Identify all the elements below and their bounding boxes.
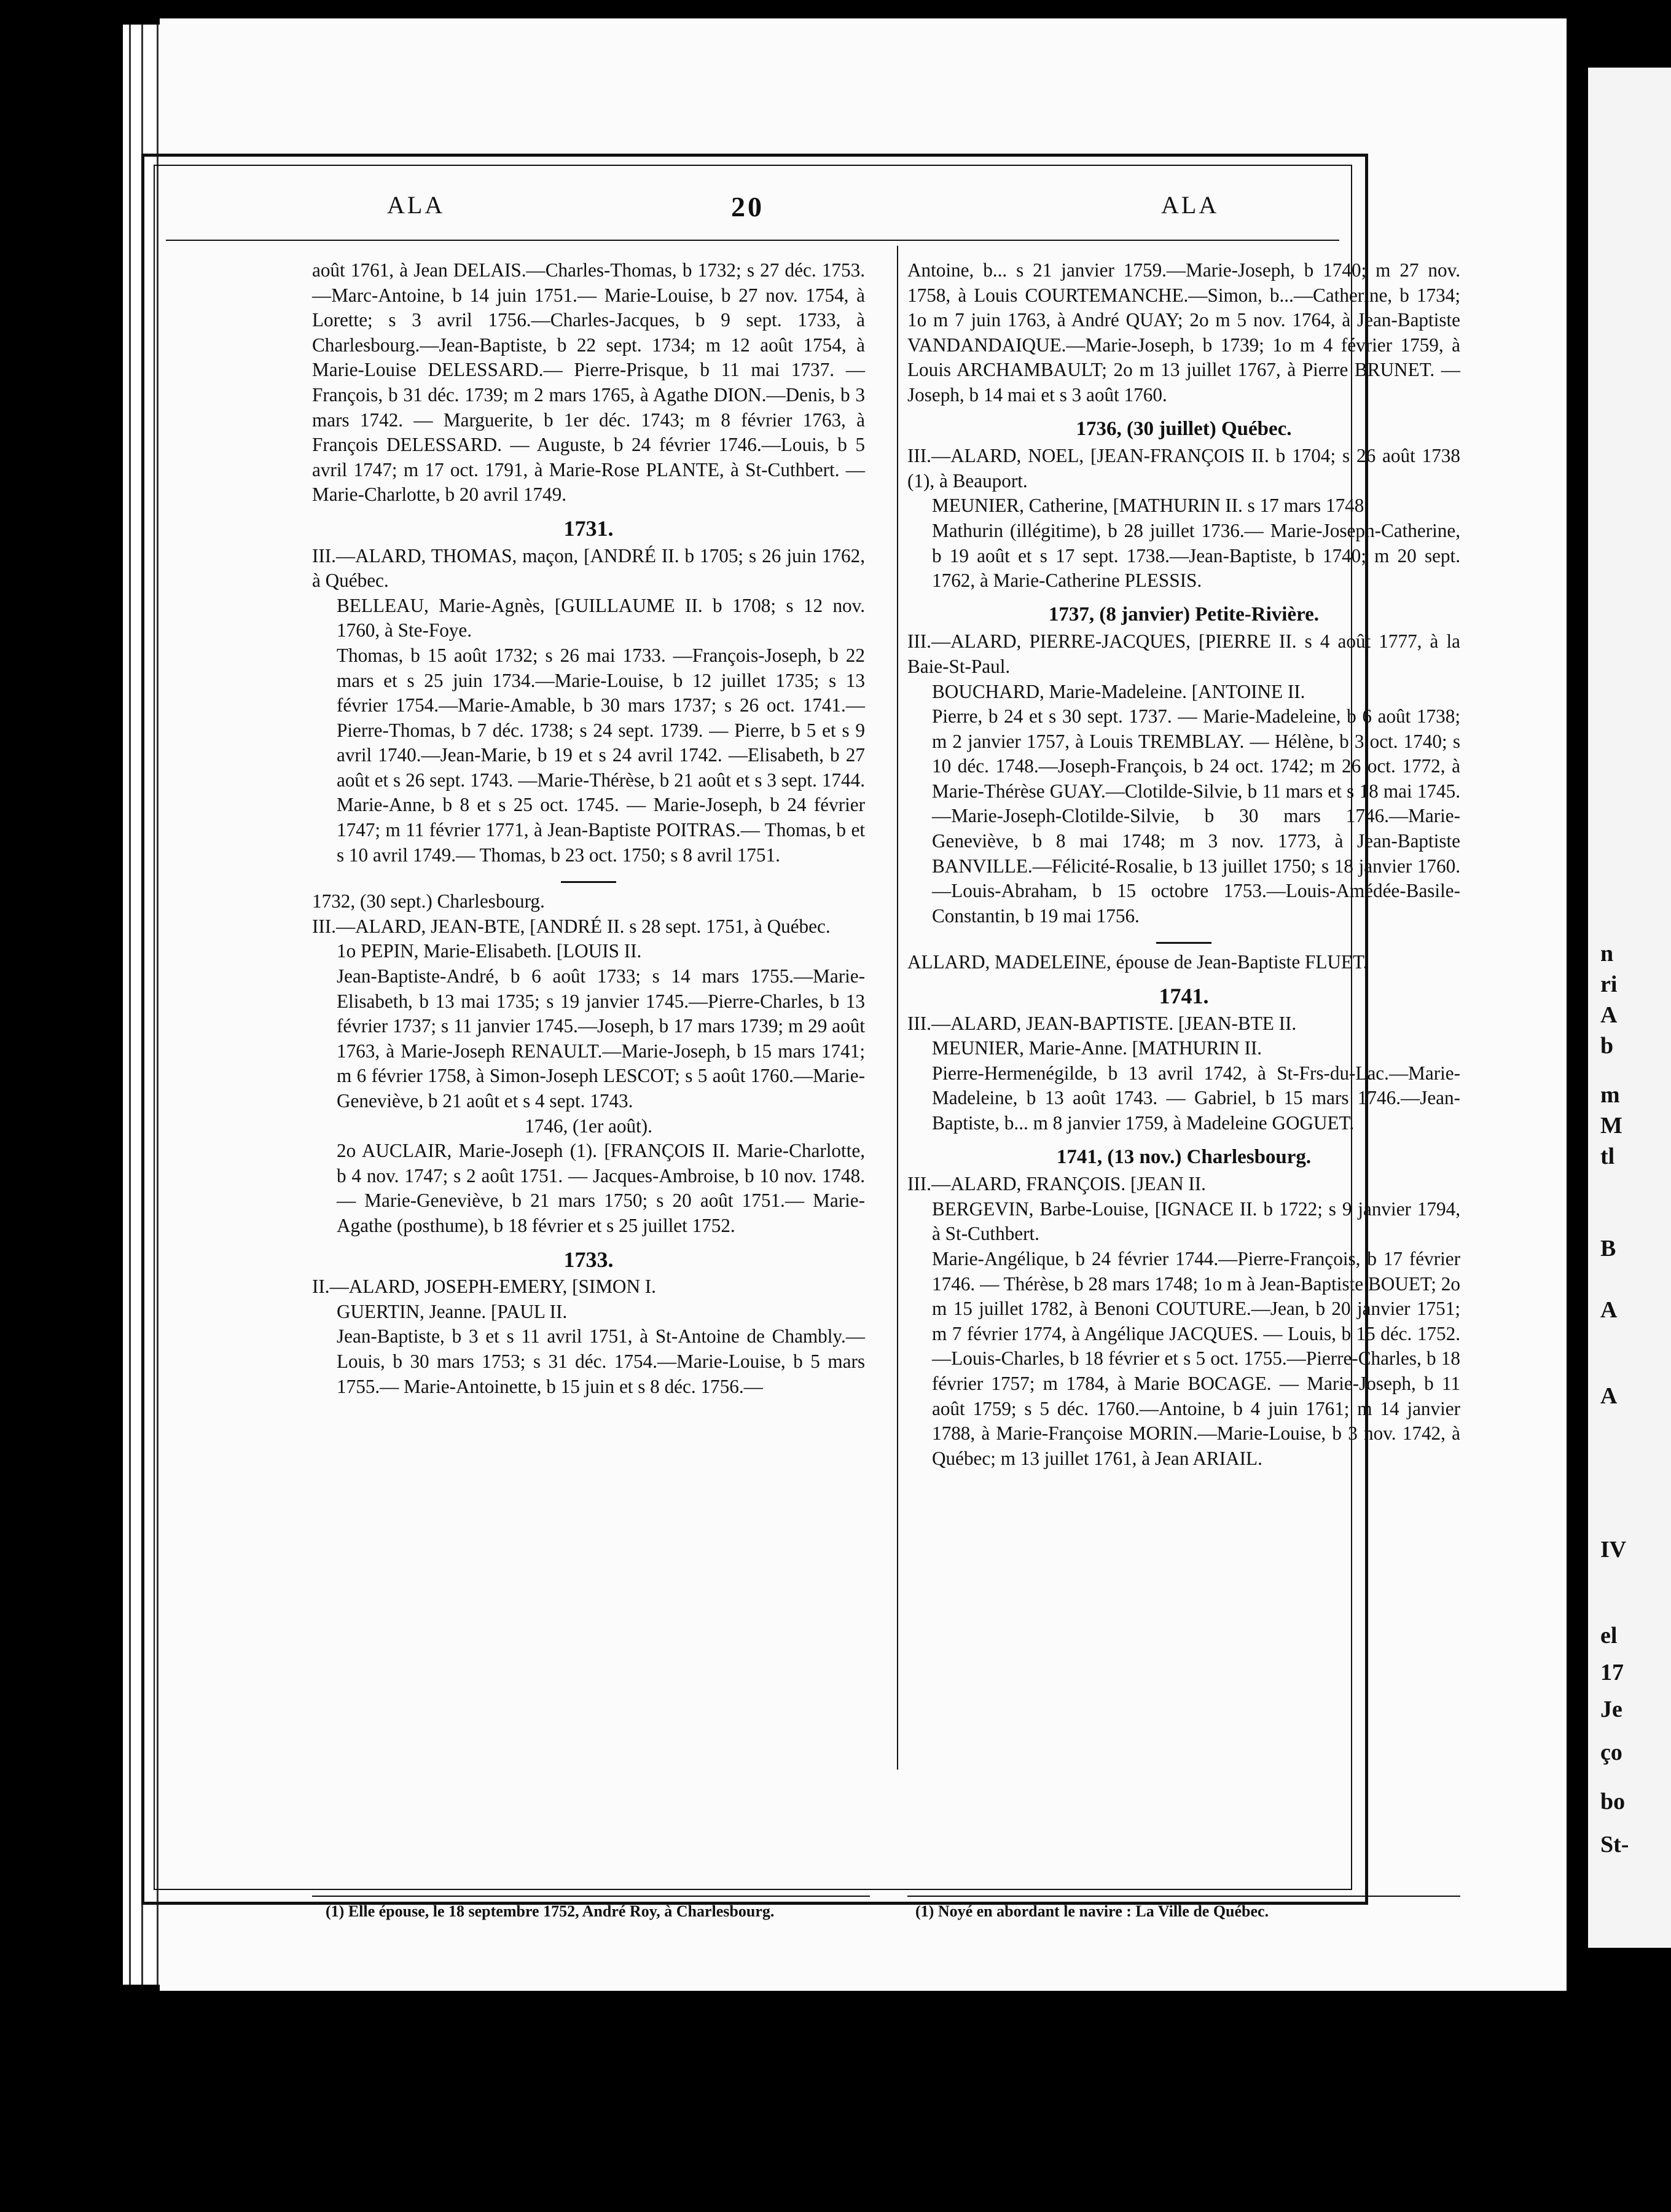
entry-detail: MEUNIER, Marie-Anne. [MATHURIN II.: [932, 1037, 1262, 1059]
adjacent-page-fragment: B: [1600, 1236, 1616, 1261]
entry-detail: MEUNIER, Catherine, [MATHURIN II. s 17 mars 1748.: [932, 495, 1369, 517]
marriage-year-heading: 1741.: [1159, 984, 1209, 1009]
entry-detail: 2o AUCLAIR, Marie-Joseph (1). [FRANÇOIS II. Marie-Charlotte, b 4 nov. 1747; s 2 août 1751. — Jacques-Ambroise, b 10 nov. 1748. — Marie-Geneviève, b 21 mars 1750; s 20 août 1751.— Marie-Agathe (posthume), b 18 février et s 25 juillet 1752.: [337, 1140, 865, 1236]
entry-detail: Thomas, b 15 août 1732; s 26 mai 1733. —François-Joseph, b 22 mars et s 25 juin 1734.—Marie-Louise, b 12 juillet 1735; s 13 février 1754.—Marie-Amable, b 30 mars 1737; s 26 oct. 1741.—Pierre-Thomas, b 7 déc. 1738; s 24 sept. 1739. — Pierre, b 5 et s 9 avril 1740.—Jean-Marie, b 19 et s 24 avril 1742. —Elisabeth, b 27 août et s 26 sept. 1743. —Marie-Thérèse, b 21 août et s 3 sept. 1744. Marie-Anne, b 8 et s 25 oct. 1745. — Marie-Joseph, b 24 février 1747; m 11 février 1771, à Jean-Baptiste POITRAS.— Thomas, b et s 10 avril 1749.— Thomas, b 23 oct. 1750; s 8 avril 1751.: [337, 644, 865, 866]
entry-paragraph: III.—ALARD, JEAN-BAPTISTE. [JEAN-BTE II.: [907, 1012, 1297, 1034]
entry-paragraph: Antoine, b... s 21 janvier 1759.—Marie-Joseph, b 1740; m 27 nov. 1758, à Louis COURTEMANCHE.—Simon, b...—Catherine, b 1734; 1o m 7 juin 1763, à André QUAY; 2o m 5 nov. 1764, à Jean-Baptiste VANDANDAIQUE.—Marie-Joseph, b 1739; 1o m 4 février 1759, à Louis ARCHAMBAULT; 2o m 13 juillet 1767, à Pierre BRUNET. —Joseph, b 14 mai et s 3 août 1760.: [907, 259, 1460, 406]
entry-detail: GUERTIN, Jeanne. [PAUL II.: [337, 1300, 568, 1322]
page-stack-line: [129, 25, 131, 1985]
entry-paragraph: III.—ALARD, JEAN-BTE, [ANDRÉ II. s 28 sept. 1751, à Québec.: [312, 915, 831, 937]
adjacent-page-fragment: 17: [1600, 1660, 1624, 1685]
adjacent-page-fragment: ço: [1600, 1739, 1622, 1765]
footnote-left: (1) Elle épouse, le 18 septembre 1752, André Roy, à Charlesbourg.: [326, 1902, 775, 1920]
entry-paragraph: III.—ALARD, FRANÇOIS. [JEAN II.: [907, 1173, 1206, 1195]
adjacent-page-fragment: bo: [1600, 1789, 1626, 1814]
running-header: [166, 190, 1339, 233]
entry-detail: BELLEAU, Marie-Agnès, [GUILLAUME II. b 1708; s 12 nov. 1760, à Ste-Foye.: [337, 594, 865, 641]
adjacent-page-fragment: M: [1600, 1113, 1622, 1139]
adjacent-page-fragment: el: [1600, 1623, 1618, 1649]
entry-detail: BERGEVIN, Barbe-Louise, [IGNACE II. b 1722; s 9 janvier 1794, à St-Cuthbert.: [932, 1198, 1460, 1245]
entry-paragraph: II.—ALARD, JOSEPH-EMERY, [SIMON I.: [312, 1276, 656, 1298]
marriage-year-heading: 1736, (30 juillet) Québec.: [1076, 417, 1292, 440]
marriage-year-heading: 1731.: [563, 516, 614, 541]
section-rule: [1156, 942, 1211, 944]
adjacent-page-fragment: ri: [1600, 971, 1618, 997]
entry-paragraph: III.—ALARD, PIERRE-JACQUES, [PIERRE II. s 4 août 1777, à la Baie-St-Paul.: [907, 630, 1460, 677]
adjacent-page-fragment: A: [1600, 1297, 1618, 1323]
entry-paragraph: III.—ALARD, NOEL, [JEAN-FRANÇOIS II. b 1704; s 26 août 1738 (1), à Beauport.: [907, 445, 1460, 492]
footnote-right: (1) Noyé en abordant le navire : La Ville de Québec.: [915, 1902, 1269, 1920]
marriage-year-heading: 1733.: [563, 1247, 614, 1272]
marriage-year-heading: 1741, (13 nov.) Charlesbourg.: [1056, 1145, 1312, 1168]
entry-detail: 1o PEPIN, Marie-Elisabeth. [LOUIS II.: [337, 940, 642, 962]
footnote-rule-right: [907, 1896, 1460, 1897]
entry-detail: BOUCHARD, Marie-Madeleine. [ANTOINE II.: [932, 680, 1305, 702]
adjacent-page-fragment: St-: [1600, 1832, 1629, 1857]
adjacent-page-fragment: IV: [1600, 1537, 1627, 1563]
adjacent-page-fragment: tl: [1600, 1143, 1615, 1169]
marriage-year-heading: 1737, (8 janvier) Petite-Rivière.: [1048, 603, 1320, 626]
entry-paragraph: ALLARD, MADELEINE, épouse de Jean-Baptiste FLUET.: [907, 951, 1368, 973]
adjacent-page-fragment: A: [1600, 1002, 1618, 1028]
page-number: 20: [731, 191, 764, 222]
header-rule: [166, 240, 1339, 241]
adjacent-page-fragment: Je: [1600, 1696, 1622, 1722]
adjacent-page-fragment: b: [1600, 1033, 1614, 1059]
entry-paragraph: 1732, (30 sept.) Charlesbourg.: [312, 890, 545, 912]
entry-paragraph: III.—ALARD, THOMAS, maçon, [ANDRÉ II. b 1705; s 26 juin 1762, à Québec.: [312, 544, 865, 592]
section-rule: [561, 881, 616, 883]
right-column: [907, 258, 1460, 1471]
entry-detail: Mathurin (illégitime), b 28 juillet 1736.— Marie-Joseph-Catherine, b 19 août et s 17 sept. 1738.—Jean-Baptiste, b 1740; m 20 sept. 1762, à Marie-Catherine PLESSIS.: [932, 519, 1460, 592]
header-right: ALA: [1161, 191, 1219, 219]
second-marriage-date: 1746, (1er août).: [525, 1115, 652, 1137]
header-left: ALA: [387, 191, 445, 219]
entry-detail: Jean-Baptiste, b 3 et s 11 avril 1751, à St-Antoine de Chambly.—Louis, b 30 mars 1753; s 31 déc. 1754.—Marie-Louise, b 5 mars 1755.— Marie-Antoinette, b 15 juin et s 8 déc. 1756.—: [337, 1325, 865, 1397]
left-column: [312, 258, 865, 1399]
entry-detail: Marie-Angélique, b 24 février 1744.—Pierre-François, b 17 février 1746. — Thérèse, b 28 mars 1748; 1o m à Jean-Baptiste BOUET; 2o m 15 juillet 1782, à Benoni COUTURE.—Jean, b 20 janvier 1751; m 7 février 1774, à Angélique JACQUES. — Louis, b 15 déc. 1752.—Louis-Charles, b 18 février et s 5 oct. 1755.—Pierre-Charles, b 18 février 1757; m 1784, à Marie BOCAGE. — Marie-Joseph, b 11 août 1759; s 5 déc. 1760.—Antoine, b 4 juin 1761; m 14 janvier 1788, à Marie-Françoise MORIN.—Marie-Louise, b 3 nov. 1742, à Québec; m 13 juillet 1761, à Jean ARIAIL.: [932, 1247, 1460, 1469]
adjacent-page-strip: [1588, 68, 1671, 1948]
adjacent-page-fragment: n: [1600, 941, 1614, 967]
entry-paragraph: août 1761, à Jean DELAIS.—Charles-Thomas, b 1732; s 27 déc. 1753.—Marc-Antoine, b 14 juin 1751.— Marie-Louise, b 27 nov. 1754, à Lorette; s 3 avril 1756.—Charles-Jacques, b 9 sept. 1733, à Charlesbourg.—Jean-Baptiste, b 22 sept. 1734; m 12 août 1754, à Marie-Louise DELESSARD.— Pierre-Prisque, b 11 mai 1737. — François, b 31 déc. 1739; m 2 mars 1765, à Agathe DION.—Denis, b 3 mars 1742. — Marguerite, b 1er déc. 1743; m 8 février 1763, à François DELESSARD. — Auguste, b 24 février 1746.—Louis, b 5 avril 1747; m 17 oct. 1791, à Marie-Rose PLANTE, à St-Cuthbert. — Marie-Charlotte, b 20 avril 1749.: [312, 259, 865, 506]
entry-detail: Pierre-Hermenégilde, b 13 avril 1742, à St-Frs-du-Lac.—Marie-Madeleine, b 13 août 1743. — Gabriel, b 15 mars 1746.—Jean-Baptiste, b... m 8 janvier 1759, à Madeleine GOGUET.: [932, 1062, 1460, 1134]
adjacent-page-fragment: m: [1600, 1082, 1620, 1108]
adjacent-page-fragment: A: [1600, 1383, 1618, 1409]
footnote-rule-left: [312, 1896, 870, 1897]
entry-detail: Pierre, b 24 et s 30 sept. 1737. — Marie-Madeleine, b 6 août 1738; m 2 janvier 1757, à Louis TREMBLAY. — Hélène, b 3 oct. 1740; s 10 déc. 1748.—Joseph-François, b 24 oct. 1742; m 26 oct. 1772, à Marie-Thérèse GUAY.—Clotilde-Silvie, b 11 mars et s 18 mai 1745.—Marie-Joseph-Clotilde-Silvie, b 30 mars 1746.—Marie-Geneviève, b 8 mai 1748; m 3 nov. 1773, à Jean-Baptiste BANVILLE.—Félicité-Rosalie, b 13 juillet 1750; s 18 janvier 1760.—Louis-Abraham, b 15 octobre 1753.—Louis-Amédée-Basile-Constantin, b 19 mai 1756.: [932, 705, 1460, 927]
column-divider: [897, 246, 898, 1770]
entry-detail: Jean-Baptiste-André, b 6 août 1733; s 14 mars 1755.—Marie-Elisabeth, b 13 mai 1735; s 19 janvier 1745.—Pierre-Charles, b 13 février 1737; s 11 janvier 1745.—Joseph, b 17 mars 1739; m 29 août 1763, à Marie-Joseph RENAULT.—Marie-Joseph, b 15 mars 1741; m 6 février 1758, à Simon-Joseph LESCOT; s 5 août 1760.—Marie-Geneviève, b 21 août et s 4 sept. 1743.: [337, 965, 865, 1112]
